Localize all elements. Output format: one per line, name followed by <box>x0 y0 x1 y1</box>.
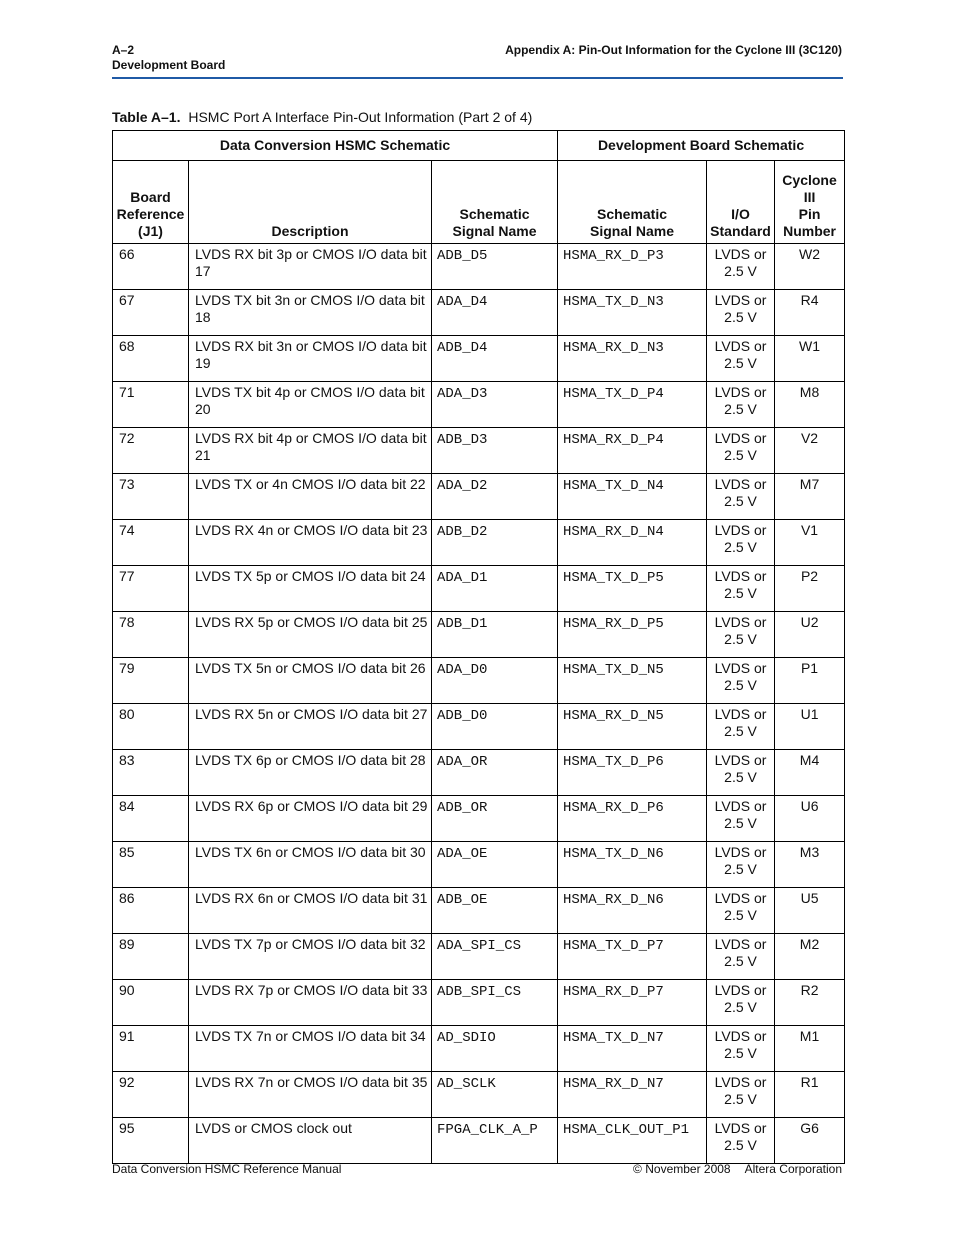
cell-pin-number: R1 <box>775 1072 845 1118</box>
cell-description: LVDS RX 6n or CMOS I/O data bit 31 <box>189 888 432 934</box>
cell-pin-number: U1 <box>775 704 845 750</box>
table-body <box>113 244 845 1164</box>
cell-description: LVDS RX bit 3n or CMOS I/O data bit 19 <box>189 336 432 382</box>
cell-schematic-signal: ADA_SPI_CS <box>432 934 558 980</box>
chapter-title: Appendix A: Pin-Out Information for the Cyclone III (3C120) <box>505 43 842 57</box>
cell-schematic-signal: ADA_D0 <box>432 658 558 704</box>
cell-board-reference: 66 <box>113 244 189 290</box>
cell-io-standard: LVDS or 2.5 V <box>707 704 775 750</box>
page-header-left <box>112 43 225 73</box>
cell-board-reference: 86 <box>113 888 189 934</box>
cell-dev-schematic-signal: HSMA_RX_D_P3 <box>558 244 707 290</box>
cell-board-reference: 68 <box>113 336 189 382</box>
table-row <box>113 796 845 842</box>
column-header-io-standard: I/O Standard <box>707 161 775 244</box>
footer-manual-title: Data Conversion HSMC Reference Manual <box>112 1162 342 1176</box>
column-header-schematic-signal: Schematic Signal Name <box>432 161 558 244</box>
group-header-data-conversion: Data Conversion HSMC Schematic <box>113 131 558 161</box>
cell-description: LVDS TX 7n or CMOS I/O data bit 34 <box>189 1026 432 1072</box>
cell-pin-number: M4 <box>775 750 845 796</box>
cell-schematic-signal: FPGA_CLK_A_P <box>432 1118 558 1164</box>
cell-pin-number: V1 <box>775 520 845 566</box>
cell-io-standard: LVDS or 2.5 V <box>707 474 775 520</box>
cell-dev-schematic-signal: HSMA_RX_D_P5 <box>558 612 707 658</box>
cell-description: LVDS RX 7n or CMOS I/O data bit 35 <box>189 1072 432 1118</box>
cell-dev-schematic-signal: HSMA_RX_D_N6 <box>558 888 707 934</box>
cell-description: LVDS RX 5p or CMOS I/O data bit 25 <box>189 612 432 658</box>
cell-dev-schematic-signal: HSMA_TX_D_P7 <box>558 934 707 980</box>
cell-pin-number: M7 <box>775 474 845 520</box>
cell-schematic-signal: ADB_OR <box>432 796 558 842</box>
cell-io-standard: LVDS or 2.5 V <box>707 934 775 980</box>
cell-schematic-signal: ADB_D4 <box>432 336 558 382</box>
cell-io-standard: LVDS or 2.5 V <box>707 842 775 888</box>
cell-board-reference: 90 <box>113 980 189 1026</box>
table-row <box>113 244 845 290</box>
cell-dev-schematic-signal: HSMA_RX_D_P6 <box>558 796 707 842</box>
table-row <box>113 336 845 382</box>
table-row <box>113 290 845 336</box>
cell-pin-number: M1 <box>775 1026 845 1072</box>
cell-description: LVDS RX bit 4p or CMOS I/O data bit 21 <box>189 428 432 474</box>
table-caption-label: Table A–1. <box>112 109 181 125</box>
cell-board-reference: 78 <box>113 612 189 658</box>
cell-board-reference: 72 <box>113 428 189 474</box>
cell-schematic-signal: AD_SDIO <box>432 1026 558 1072</box>
cell-description: LVDS TX or 4n CMOS I/O data bit 22 <box>189 474 432 520</box>
cell-dev-schematic-signal: HSMA_TX_D_N7 <box>558 1026 707 1072</box>
table-row <box>113 612 845 658</box>
cell-board-reference: 71 <box>113 382 189 428</box>
cell-pin-number: U6 <box>775 796 845 842</box>
cell-io-standard: LVDS or 2.5 V <box>707 1118 775 1164</box>
table-row <box>113 842 845 888</box>
cell-pin-number: P2 <box>775 566 845 612</box>
section-name: Development Board <box>112 58 226 72</box>
cell-pin-number: R2 <box>775 980 845 1026</box>
cell-dev-schematic-signal: HSMA_TX_D_N3 <box>558 290 707 336</box>
cell-pin-number: U2 <box>775 612 845 658</box>
cell-io-standard: LVDS or 2.5 V <box>707 336 775 382</box>
cell-description: LVDS RX 5n or CMOS I/O data bit 27 <box>189 704 432 750</box>
cell-io-standard: LVDS or 2.5 V <box>707 382 775 428</box>
cell-description: LVDS or CMOS clock out <box>189 1118 432 1164</box>
cell-dev-schematic-signal: HSMA_RX_D_N4 <box>558 520 707 566</box>
footer-company: Altera Corporation <box>744 1162 842 1176</box>
cell-dev-schematic-signal: HSMA_TX_D_P5 <box>558 566 707 612</box>
column-header-row <box>113 161 845 244</box>
cell-io-standard: LVDS or 2.5 V <box>707 1026 775 1072</box>
cell-schematic-signal: ADA_D4 <box>432 290 558 336</box>
table-row <box>113 566 845 612</box>
cell-pin-number: M3 <box>775 842 845 888</box>
cell-description: LVDS RX 7p or CMOS I/O data bit 33 <box>189 980 432 1026</box>
cell-pin-number: W2 <box>775 244 845 290</box>
cell-board-reference: 74 <box>113 520 189 566</box>
cell-dev-schematic-signal: HSMA_TX_D_N6 <box>558 842 707 888</box>
column-header-pin-number: Cyclone III Pin Number <box>775 161 845 244</box>
cell-pin-number: U5 <box>775 888 845 934</box>
cell-schematic-signal: ADA_OE <box>432 842 558 888</box>
cell-board-reference: 73 <box>113 474 189 520</box>
cell-board-reference: 92 <box>113 1072 189 1118</box>
cell-pin-number: W1 <box>775 336 845 382</box>
cell-schematic-signal: ADB_D3 <box>432 428 558 474</box>
cell-pin-number: M2 <box>775 934 845 980</box>
table-caption-text: HSMC Port A Interface Pin-Out Information (Part 2 of 4) <box>188 109 533 125</box>
cell-io-standard: LVDS or 2.5 V <box>707 658 775 704</box>
cell-io-standard: LVDS or 2.5 V <box>707 612 775 658</box>
cell-schematic-signal: ADB_D5 <box>432 244 558 290</box>
cell-board-reference: 84 <box>113 796 189 842</box>
cell-board-reference: 67 <box>113 290 189 336</box>
cell-pin-number: M8 <box>775 382 845 428</box>
cell-dev-schematic-signal: HSMA_RX_D_N7 <box>558 1072 707 1118</box>
table-caption <box>112 108 532 126</box>
cell-board-reference: 83 <box>113 750 189 796</box>
cell-io-standard: LVDS or 2.5 V <box>707 750 775 796</box>
page-number: A–2 <box>112 43 135 57</box>
cell-io-standard: LVDS or 2.5 V <box>707 888 775 934</box>
column-header-description: Description <box>189 161 432 244</box>
cell-description: LVDS TX 6p or CMOS I/O data bit 28 <box>189 750 432 796</box>
cell-dev-schematic-signal: HSMA_RX_D_N3 <box>558 336 707 382</box>
cell-description: LVDS TX 7p or CMOS I/O data bit 32 <box>189 934 432 980</box>
pinout-table <box>112 130 845 1164</box>
cell-pin-number: G6 <box>775 1118 845 1164</box>
cell-pin-number: R4 <box>775 290 845 336</box>
cell-description: LVDS RX bit 3p or CMOS I/O data bit 17 <box>189 244 432 290</box>
table-row <box>113 980 845 1026</box>
cell-schematic-signal: ADA_OR <box>432 750 558 796</box>
cell-dev-schematic-signal: HSMA_TX_D_P4 <box>558 382 707 428</box>
cell-description: LVDS TX bit 3n or CMOS I/O data bit 18 <box>189 290 432 336</box>
cell-board-reference: 79 <box>113 658 189 704</box>
cell-dev-schematic-signal: HSMA_RX_D_N5 <box>558 704 707 750</box>
table-row <box>113 1118 845 1164</box>
table-row <box>113 474 845 520</box>
table-row <box>113 704 845 750</box>
table-row <box>113 428 845 474</box>
cell-board-reference: 77 <box>113 566 189 612</box>
cell-pin-number: V2 <box>775 428 845 474</box>
cell-dev-schematic-signal: HSMA_RX_D_P4 <box>558 428 707 474</box>
cell-io-standard: LVDS or 2.5 V <box>707 520 775 566</box>
table-row <box>113 382 845 428</box>
cell-board-reference: 80 <box>113 704 189 750</box>
cell-dev-schematic-signal: HSMA_TX_D_N5 <box>558 658 707 704</box>
footer-right <box>633 1162 842 1177</box>
cell-schematic-signal: ADA_D2 <box>432 474 558 520</box>
cell-description: LVDS TX 5p or CMOS I/O data bit 24 <box>189 566 432 612</box>
cell-board-reference: 89 <box>113 934 189 980</box>
table-row <box>113 1026 845 1072</box>
cell-io-standard: LVDS or 2.5 V <box>707 244 775 290</box>
table-row <box>113 934 845 980</box>
cell-schematic-signal: ADB_D1 <box>432 612 558 658</box>
cell-description: LVDS TX bit 4p or CMOS I/O data bit 20 <box>189 382 432 428</box>
cell-schematic-signal: ADB_D0 <box>432 704 558 750</box>
cell-io-standard: LVDS or 2.5 V <box>707 566 775 612</box>
footer-date: © November 2008 <box>633 1162 731 1176</box>
column-header-dev-schematic-signal: Schematic Signal Name <box>558 161 707 244</box>
cell-io-standard: LVDS or 2.5 V <box>707 428 775 474</box>
cell-description: LVDS TX 5n or CMOS I/O data bit 26 <box>189 658 432 704</box>
cell-schematic-signal: ADA_D3 <box>432 382 558 428</box>
cell-io-standard: LVDS or 2.5 V <box>707 290 775 336</box>
cell-description: LVDS RX 4n or CMOS I/O data bit 23 <box>189 520 432 566</box>
cell-pin-number: P1 <box>775 658 845 704</box>
cell-schematic-signal: ADB_OE <box>432 888 558 934</box>
cell-dev-schematic-signal: HSMA_TX_D_P6 <box>558 750 707 796</box>
cell-dev-schematic-signal: HSMA_CLK_OUT_P1 <box>558 1118 707 1164</box>
cell-schematic-signal: ADB_D2 <box>432 520 558 566</box>
group-header-row <box>113 131 845 161</box>
cell-io-standard: LVDS or 2.5 V <box>707 980 775 1026</box>
cell-description: LVDS TX 6n or CMOS I/O data bit 30 <box>189 842 432 888</box>
cell-description: LVDS RX 6p or CMOS I/O data bit 29 <box>189 796 432 842</box>
header-rule <box>112 77 843 79</box>
cell-board-reference: 85 <box>113 842 189 888</box>
cell-io-standard: LVDS or 2.5 V <box>707 796 775 842</box>
group-header-development-board: Development Board Schematic <box>558 131 845 161</box>
cell-dev-schematic-signal: HSMA_RX_D_P7 <box>558 980 707 1026</box>
table-row <box>113 750 845 796</box>
table-row <box>113 888 845 934</box>
table-row <box>113 658 845 704</box>
cell-schematic-signal: ADA_D1 <box>432 566 558 612</box>
table-row <box>113 1072 845 1118</box>
cell-board-reference: 95 <box>113 1118 189 1164</box>
cell-board-reference: 91 <box>113 1026 189 1072</box>
cell-dev-schematic-signal: HSMA_TX_D_N4 <box>558 474 707 520</box>
table-row <box>113 520 845 566</box>
column-header-board-reference: Board Reference (J1) <box>113 161 189 244</box>
cell-io-standard: LVDS or 2.5 V <box>707 1072 775 1118</box>
cell-schematic-signal: ADB_SPI_CS <box>432 980 558 1026</box>
cell-schematic-signal: AD_SCLK <box>432 1072 558 1118</box>
